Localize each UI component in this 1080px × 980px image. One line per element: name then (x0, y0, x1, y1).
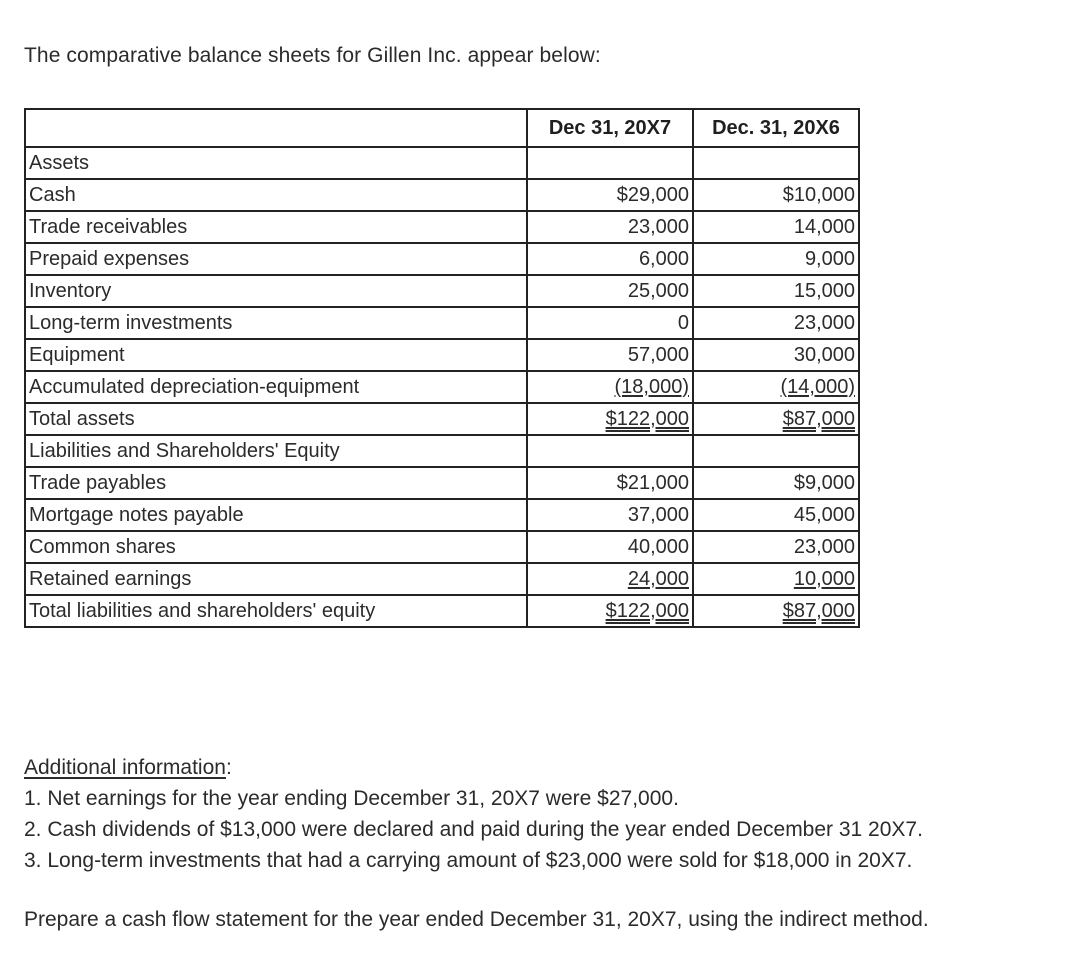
header-dec-2007: Dec 31, 20X7 (527, 109, 693, 147)
value-20x6: 15,000 (693, 275, 859, 307)
table-row (25, 275, 859, 307)
value-20x6: 23,000 (693, 307, 859, 339)
table-row (25, 403, 859, 435)
additional-heading-line (24, 752, 923, 783)
row-label: Inventory (25, 275, 527, 307)
value-20x6: $87,000 (782, 407, 855, 430)
value-20x7: 40,000 (527, 531, 693, 563)
value-20x7: 25,000 (527, 275, 693, 307)
table-row (25, 147, 859, 179)
value-20x7 (527, 435, 693, 467)
value-20x7: $21,000 (527, 467, 693, 499)
table-row (25, 563, 859, 595)
row-label: Common shares (25, 531, 527, 563)
value-20x6 (693, 147, 859, 179)
table-row (25, 339, 859, 371)
value-20x6: $9,000 (693, 467, 859, 499)
value-20x7: $122,000 (605, 599, 689, 622)
value-20x6: (14,000) (780, 375, 855, 398)
row-label: Total assets (25, 403, 527, 435)
value-20x7: 37,000 (527, 499, 693, 531)
value-20x6: 9,000 (693, 243, 859, 275)
value-20x6: 45,000 (693, 499, 859, 531)
value-20x6: $10,000 (693, 179, 859, 211)
value-20x7: 0 (527, 307, 693, 339)
row-label: Accumulated depreciation-equipment (25, 371, 527, 403)
task-prompt: Prepare a cash flow statement for the year ended December 31, 20X7, using the indirect method. (24, 908, 929, 931)
additional-item: 3. Long-term investments that had a carrying amount of $23,000 were sold for $18,000 in 20X7. (24, 849, 913, 872)
header-dec-2006: Dec. 31, 20X6 (693, 109, 859, 147)
row-label: Mortgage notes payable (25, 499, 527, 531)
value-20x7: $122,000 (605, 407, 689, 430)
value-20x6: 10,000 (793, 567, 855, 590)
row-label: Trade receivables (25, 211, 527, 243)
table-row (25, 531, 859, 563)
row-label: Liabilities and Shareholders' Equity (25, 435, 527, 467)
additional-item: 2. Cash dividends of $13,000 were declared and paid during the year ended December 31 20X7. (24, 818, 923, 841)
value-20x7: 6,000 (527, 243, 693, 275)
table-row (25, 371, 859, 403)
additional-item: 1. Net earnings for the year ending December 31, 20X7 were $27,000. (24, 787, 679, 810)
additional-information (24, 752, 923, 876)
additional-heading: Additional information (24, 756, 226, 779)
row-label: Prepaid expenses (25, 243, 527, 275)
row-label: Long-term investments (25, 307, 527, 339)
value-20x7: $29,000 (527, 179, 693, 211)
row-label: Total liabilities and shareholders' equity (25, 595, 527, 627)
table-row (25, 179, 859, 211)
value-20x7: 23,000 (527, 211, 693, 243)
value-20x7: 24,000 (627, 567, 689, 590)
table-row (25, 595, 859, 627)
value-20x6: $87,000 (782, 599, 855, 622)
row-label: Assets (25, 147, 527, 179)
table-row (25, 499, 859, 531)
row-label: Cash (25, 179, 527, 211)
balance-sheet-table (24, 108, 860, 628)
row-label: Retained earnings (25, 563, 527, 595)
value-20x6: 30,000 (693, 339, 859, 371)
table-header-row (25, 109, 859, 147)
table-row (25, 467, 859, 499)
intro-text: The comparative balance sheets for Gillen Inc. appear below: (24, 44, 601, 67)
row-label: Equipment (25, 339, 527, 371)
header-blank-cell (25, 109, 527, 147)
table-row (25, 211, 859, 243)
value-20x7: 57,000 (527, 339, 693, 371)
row-label: Trade payables (25, 467, 527, 499)
additional-heading-colon: : (225, 756, 232, 779)
value-20x6: 23,000 (693, 531, 859, 563)
value-20x6 (693, 435, 859, 467)
value-20x7 (527, 147, 693, 179)
value-20x6: 14,000 (693, 211, 859, 243)
table-row (25, 243, 859, 275)
value-20x7: (18,000) (614, 375, 689, 398)
table-row (25, 435, 859, 467)
table-row (25, 307, 859, 339)
